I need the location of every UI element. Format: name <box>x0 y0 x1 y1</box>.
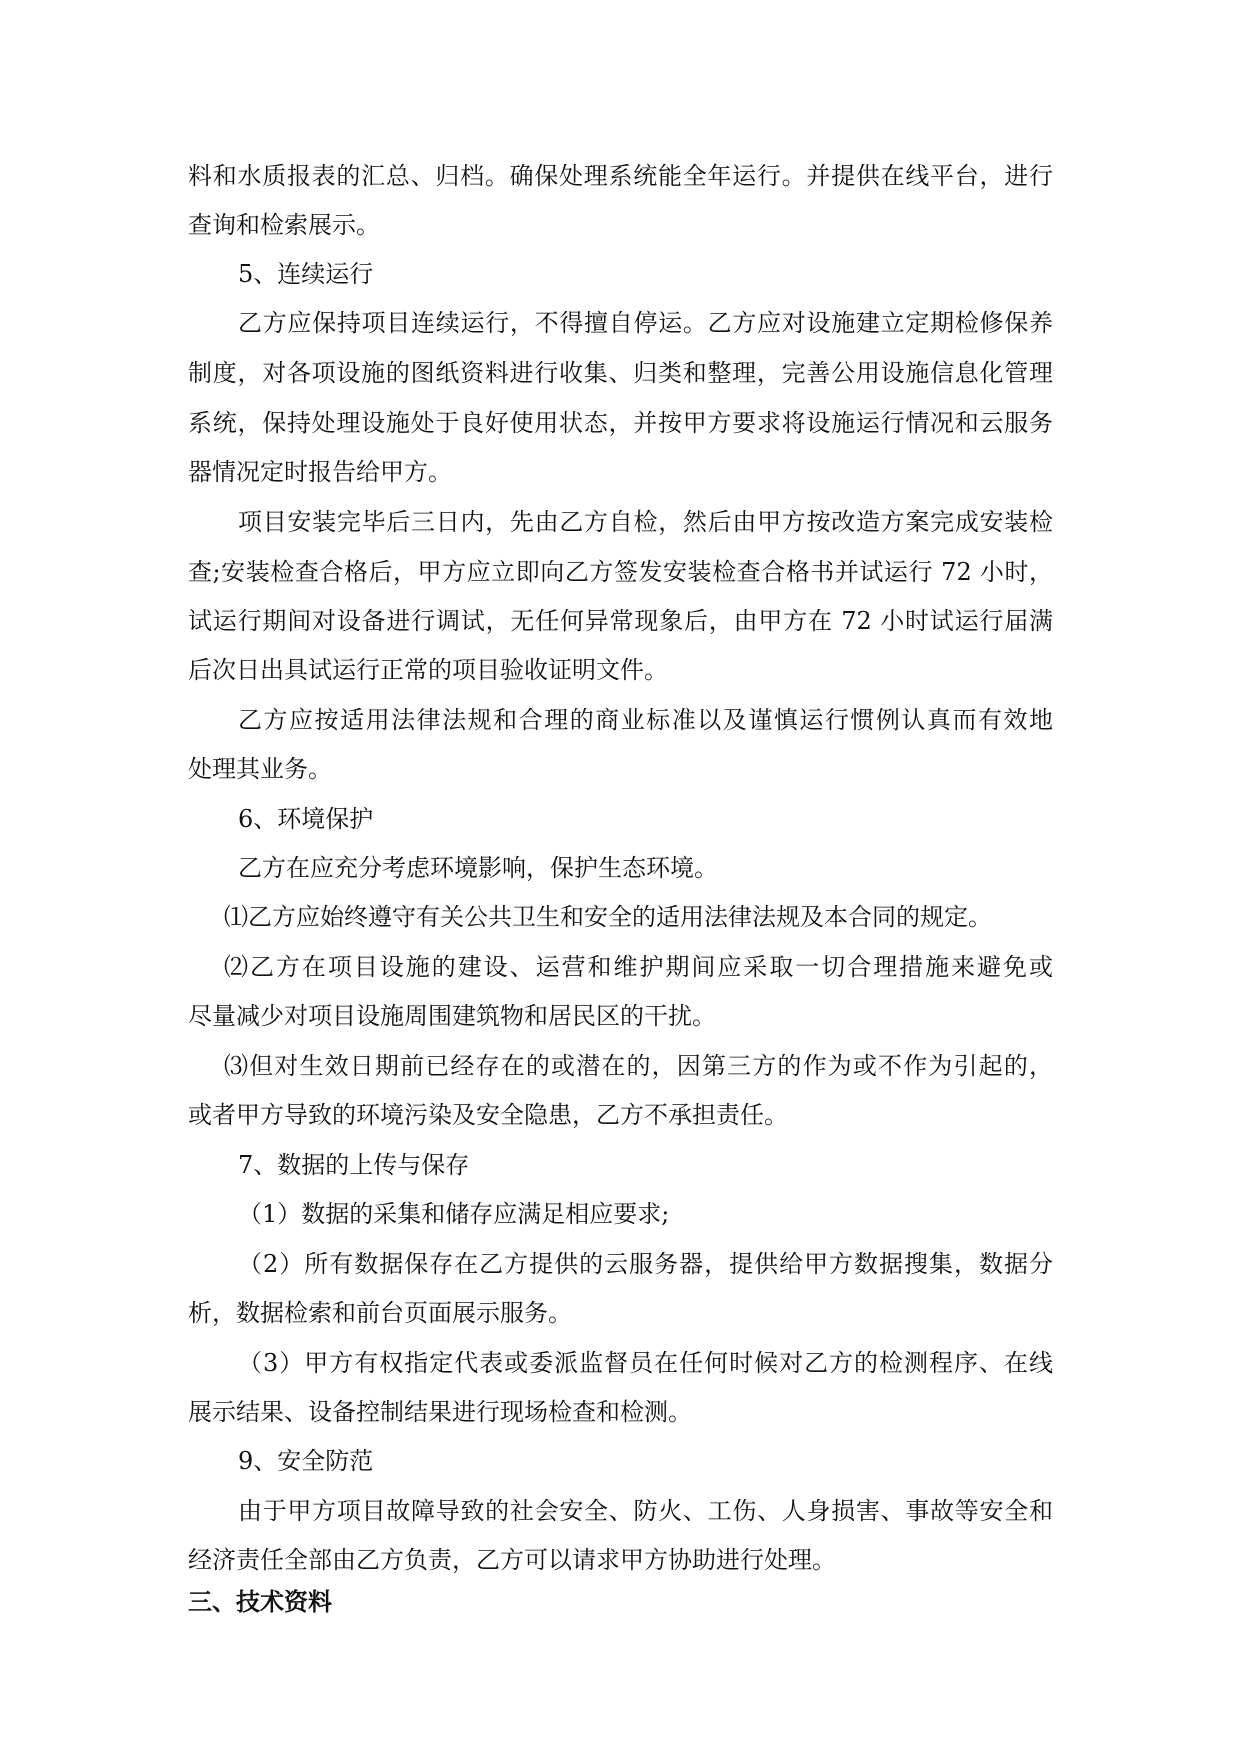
document-page: 料和水质报表的汇总、归档。确保处理系统能全年运行。并提供在线平台，进行 查询和检索展示。 5、连续运行 乙方应保持项目连续运行，不得擅自停运。乙方应对设施建立定期检修保养 制度，对各项设施的图纸资料进行收集、归类和整理，完善公用设施信息化管理 系统，保持处理设施处于良好使用状态，并按甲方要求将设施运行情况和云服务 器情况定时报告给甲方。 项目安装完毕后三日内，先由乙方自检，然后由甲方按改造方案完成安装检 查;安装检查合格后，甲方应立即向乙方签发安装检查合格书并试运行 72 小时， 试运行期间对设备进行调试，无任何异常现象后，由甲方在 72 小时试运行届满 后次日出具试运行正常的项目验收证明文件。 乙方应按适用法律法规和合理的商业标准以及谨慎运行惯例认真而有效地 处理其业务。 6、环境保护 乙方在应充分考虑环境影响，保护生态环境。 ⑴乙方应始终遵守有关公共卫生和安全的适用法律法规及本合同的规定。 ⑵乙方在项目设施的建设、运营和维护期间应采取一切合理措施来避免或 尽量减少对项目设施周围建筑物和居民区的干扰。 ⑶但对生效日期前已经存在的或潜在的，因第三方的作为或不作为引起的， 或者甲方导致的环境污染及安全隐患，乙方不承担责任。 7、数据的上传与保存 （1）数据的采集和储存应满足相应要求; （2）所有数据保存在乙方提供的云服务器，提供给甲方数据搜集，数据分 析，数据检索和前台页面展示服务。 （3）甲方有权指定代表或委派监督员在任何时候对乙方的检测程序、在线 展示结果、设备控制结果进行现场检查和检测。 9、安全防范 由于甲方项目故障导致的社会安全、防火、工伤、人身损害、事故等安全和 经济责任全部由乙方负责，乙方可以请求甲方协助进行处理。 三、技术资料 <box>188 162 1053 1616</box>
